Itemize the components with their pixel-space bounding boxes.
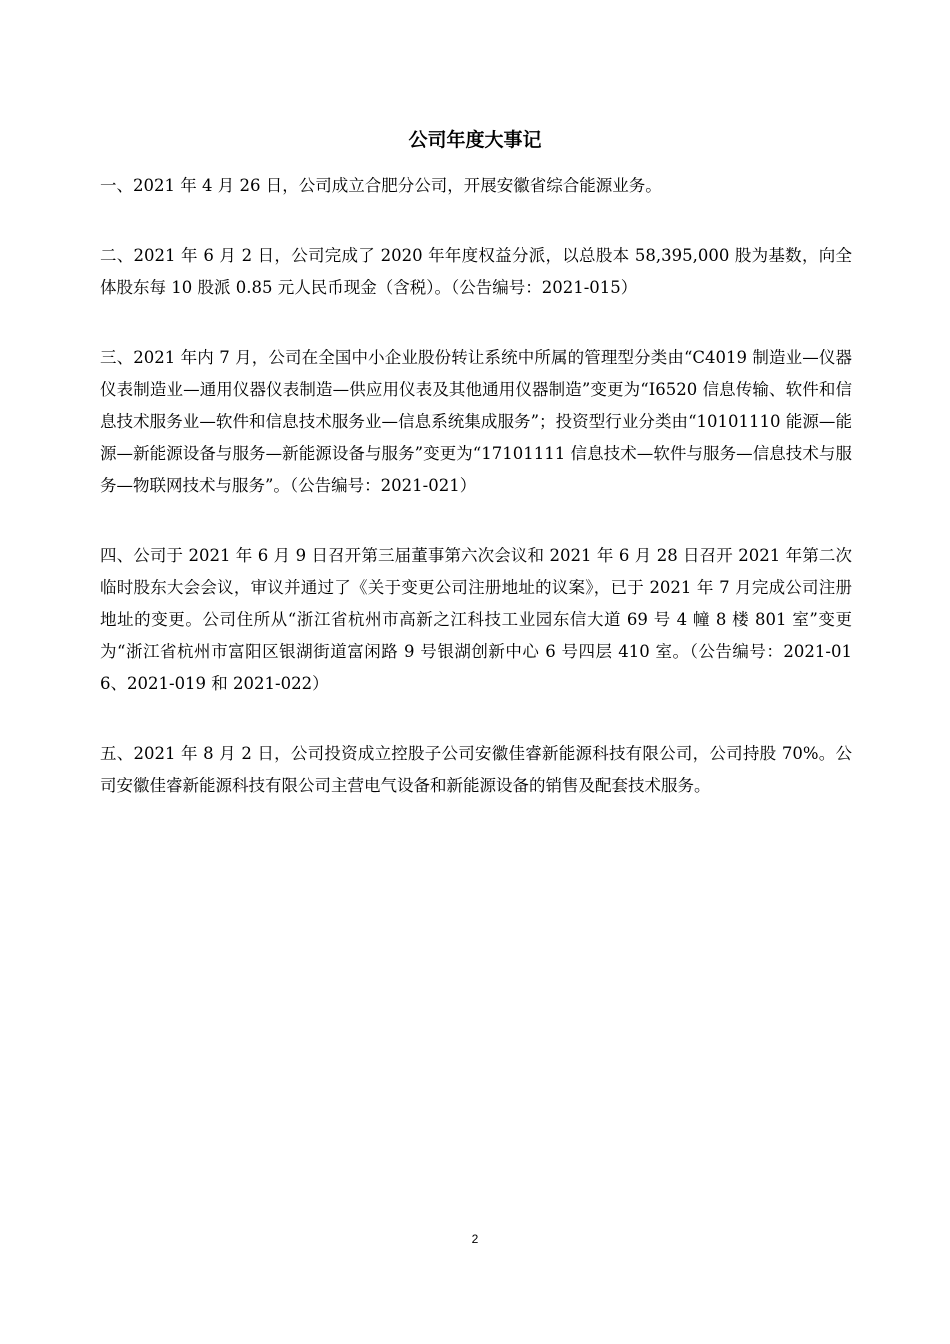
paragraph-3: 三、2021 年内 7 月，公司在全国中小企业股份转让系统中所属的管理型分类由“C4019 制造业—仪器仪表制造业—通用仪器仪表制造—供应用仪表及其他通用仪器制造”变更为“I6520 信息传输、软件和信息技术服务业—软件和信息技术服务业—信息系统集成服务”；投资型行业分类由“10101110 能源—能源—新能源设备与服务—新能源设备与服务”变更为“17101111 信息技术—软件与服务—信息技术与服务—物联网技术与服务”。（公告编号：2021-021） (100, 348, 852, 495)
document-body (100, 170, 852, 840)
paragraph-5: 五、2021 年 8 月 2 日，公司投资成立控股子公司安徽佳睿新能源科技有限公司，公司持股 70%。公司安徽佳睿新能源科技有限公司主营电气设备和新能源设备的销售及配套技术服务。 (100, 744, 852, 795)
page-number: 2 (471, 1232, 479, 1246)
page-title: 公司年度大事记 (408, 129, 542, 151)
paragraph-4: 四、公司于 2021 年 6 月 9 日召开第三届董事第六次会议和 2021 年 6 月 28 日召开 2021 年第二次临时股东大会会议，审议并通过了《关于变更公司注册地址的议案》，已于 2021 年 7 月完成公司注册地址的变更。公司住所从“浙江省杭州市高新之江科技工业园东信大道 69 号 4 幢 8 楼 801 室”变更为“浙江省杭州市富阳区银湖街道富闲路 9 号银湖创新中心 6 号四层 410 室。（公告编号：2021-016、2021-019 和 2021-022） (100, 546, 852, 693)
paragraph-2: 二、2021 年 6 月 2 日，公司完成了 2020 年年度权益分派，以总股本 58,395,000 股为基数，向全体股东每 10 股派 0.85 元人民币现金（含税）。（公告编号：2021-015） (100, 246, 852, 297)
paragraph-1: 一、2021 年 4 月 26 日，公司成立合肥分公司，开展安徽省综合能源业务。 (100, 176, 662, 195)
